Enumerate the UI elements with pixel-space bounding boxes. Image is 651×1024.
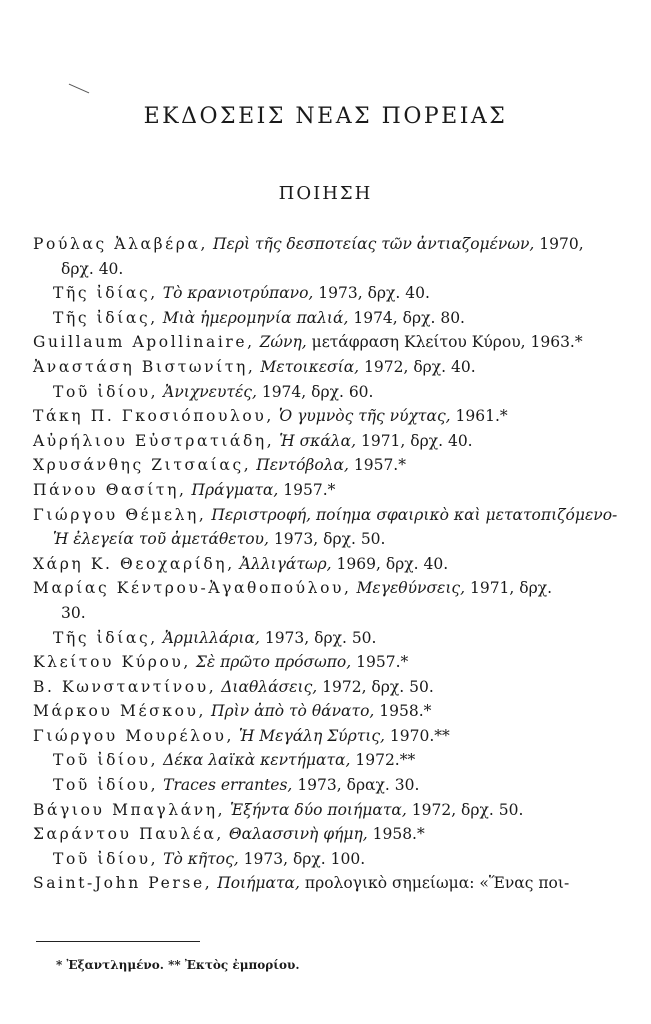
list-item [33, 429, 623, 454]
entry-author: Χρυσάνθης Ζιτσαίας, [33, 456, 252, 475]
entry-author: Τοῦ ἰδίου, [53, 849, 159, 868]
entry-author: Γιώργου Μουρέλου, [33, 726, 235, 745]
entry-author: Μαρίας Κέντρου-Ἀγαθοπούλου, [33, 579, 352, 598]
entry-continuation [33, 257, 623, 282]
list-item [33, 453, 623, 478]
list-item [33, 871, 623, 896]
list-item [33, 724, 623, 749]
entry-details: 1973, δρχ. 50. [264, 628, 377, 647]
entry-details: 1973, δρχ. 40. [318, 284, 430, 303]
entry-details: 1958.* [372, 825, 425, 844]
entry-details: 1972.** [355, 751, 416, 770]
entry-details: 1970.** [389, 726, 450, 745]
entry-title: Πρὶν ἀπὸ τὸ θάνατο, [211, 702, 375, 721]
entry-details: 1974, δρχ. 60. [261, 382, 374, 401]
list-item [33, 822, 623, 847]
entry-title: Μεγεθύνσεις, [356, 579, 466, 598]
entry-title: Πράγματα, [191, 480, 279, 499]
entry-title: Περὶ τῆς δεσποτείας τῶν ἀντιαζομένων, [213, 235, 535, 253]
entry-subtitle: Ἡ ἐλεγεία τοῦ ἀμετάθετου, [53, 530, 269, 549]
entry-author: Τῆς ἰδίας, [53, 628, 158, 647]
entry-title: Ἑξήντα δύο ποιήματα, [230, 800, 407, 819]
footnote-divider [36, 941, 200, 942]
entry-details: προλογικὸ σημείωμα: «Ἕνας ποι- [304, 874, 570, 893]
list-item [33, 380, 623, 405]
entry-title: Περιστροφή, ποίημα σφαιρικὸ καὶ μετατοπιζόμενο- [211, 505, 618, 524]
entry-details: 1973, δρχ. 100. [243, 849, 366, 868]
entry-author: Τάκη Π. Γκοσιόπουλου, [33, 407, 274, 426]
entry-details: 1971, δρχ. 40. [360, 431, 473, 450]
publication-list [33, 232, 623, 896]
list-item [33, 552, 623, 577]
entry-details: 1971, δρχ. [469, 579, 553, 598]
list-item [33, 355, 623, 380]
entry-title: Ὁ γυμνὸς τῆς νύχτας, [278, 407, 451, 426]
entry-details: 1970, [539, 235, 584, 253]
entry-author: Guillaum Apollinaire, [33, 333, 255, 352]
entry-details: 1972, δρχ. 40. [364, 357, 476, 376]
entry-title: Μιὰ ἡμερομηνία παλιά, [162, 308, 349, 327]
entry-author: Ἀναστάση Βιστωνίτη, [33, 357, 256, 376]
entry-author: Σαράντου Παυλέα, [33, 825, 224, 844]
entry-title: Ἡ σκάλα, [279, 431, 357, 450]
entry-author: Πάνου Θασίτη, [33, 480, 187, 499]
entry-author: Ρούλας Ἀλαβέρα, [33, 235, 209, 253]
entry-title: Ἀρμιλλάρια, [162, 628, 260, 647]
entry-continuation-text: 30. [61, 603, 86, 622]
entry-title: Ἡ Μεγάλη Σύρτις, [238, 726, 385, 745]
list-item [33, 847, 623, 872]
entry-details: 1958.* [379, 702, 432, 721]
entry-title: Τὸ κῆτος, [163, 849, 239, 868]
entry-author: Κλείτου Κύρου, [33, 653, 191, 672]
entry-title: Ποιήματα, [217, 874, 300, 893]
entry-title: Σὲ πρῶτο πρόσωπο, [195, 653, 352, 672]
entry-author: Τοῦ ἰδίου, [53, 776, 159, 795]
entry-author: Μάρκου Μέσκου, [33, 702, 207, 721]
entry-continuation-text: 1973, δρχ. 50. [273, 530, 386, 549]
footnote: * Ἐξαντλημένο. ** Ἐκτὸς ἐμπορίου. [56, 958, 300, 972]
entry-details: 1973, δραχ. 30. [297, 776, 420, 795]
entry-continuation-text: δρχ. 40. [61, 259, 124, 278]
entry-author: Χάρη Κ. Θεοχαρίδη, [33, 554, 235, 573]
list-item [33, 503, 623, 552]
list-item [33, 798, 623, 823]
entry-details: 1972, δρχ. 50. [322, 677, 434, 696]
list-item [33, 478, 623, 503]
entry-title: Τὸ κρανιοτρύπανο, [162, 284, 314, 303]
entry-author: Τοῦ ἰδίου, [53, 382, 159, 401]
entry-author: Τοῦ ἰδίου, [53, 751, 159, 770]
entry-details: μετάφραση Κλείτου Κύρου, 1963.* [311, 333, 583, 352]
list-item [33, 773, 623, 798]
entry-title: Ἀνιχνευτές, [163, 382, 257, 401]
entry-title: Θαλασσινὴ φήμη, [228, 825, 368, 844]
entry-author: Τῆς ἰδίας, [53, 308, 158, 327]
entry-author: Τῆς ἰδίας, [53, 284, 158, 303]
stray-mark [69, 84, 90, 94]
entry-author: Β. Κωνσταντίνου, [33, 677, 217, 696]
list-item [33, 699, 623, 724]
entry-details: 1961.* [455, 407, 508, 426]
list-item [33, 281, 623, 306]
entry-title: Traces errantes, [163, 776, 293, 795]
entry-title: Ζώνη, [259, 333, 307, 352]
section-heading: ΠΟΙΗΣΗ [278, 183, 373, 204]
list-item [33, 626, 623, 651]
entry-title: Διαθλάσεις, [221, 677, 318, 696]
list-item [33, 675, 623, 700]
list-item [33, 306, 623, 331]
list-item [33, 404, 623, 429]
page-title: ΕΚΔΟΣΕΙΣ ΝΕΑΣ ΠΟΡΕΙΑΣ [143, 104, 508, 129]
entry-title: Ἀλλιγάτωρ, [239, 554, 332, 573]
entry-author: Αὐρήλιου Εὐστρατιάδη, [33, 431, 275, 450]
entry-continuation [33, 527, 623, 552]
list-item [33, 650, 623, 675]
list-item [33, 330, 623, 355]
list-item [33, 232, 623, 281]
entry-author: Γιώργου Θέμελη, [33, 505, 207, 524]
entry-details: 1957.* [356, 653, 409, 672]
entry-continuation [33, 601, 623, 626]
entry-details: 1974, δρχ. 80. [353, 308, 465, 327]
entry-details: 1957.* [283, 480, 336, 499]
entry-author: Βάγιου Μπαγλάνη, [33, 800, 226, 819]
entry-title: Πεντόβολα, [256, 456, 349, 475]
entry-author: Saint-John Perse, [33, 874, 213, 893]
entry-details: 1969, δρχ. 40. [336, 554, 449, 573]
entry-details: 1972, δρχ. 50. [411, 800, 524, 819]
list-item [33, 576, 623, 625]
entry-details: 1957.* [353, 456, 406, 475]
entry-title: Μετοικεσία, [260, 357, 360, 376]
list-item [33, 748, 623, 773]
entry-title: Δέκα λαϊκὰ κεντήματα, [163, 751, 351, 770]
